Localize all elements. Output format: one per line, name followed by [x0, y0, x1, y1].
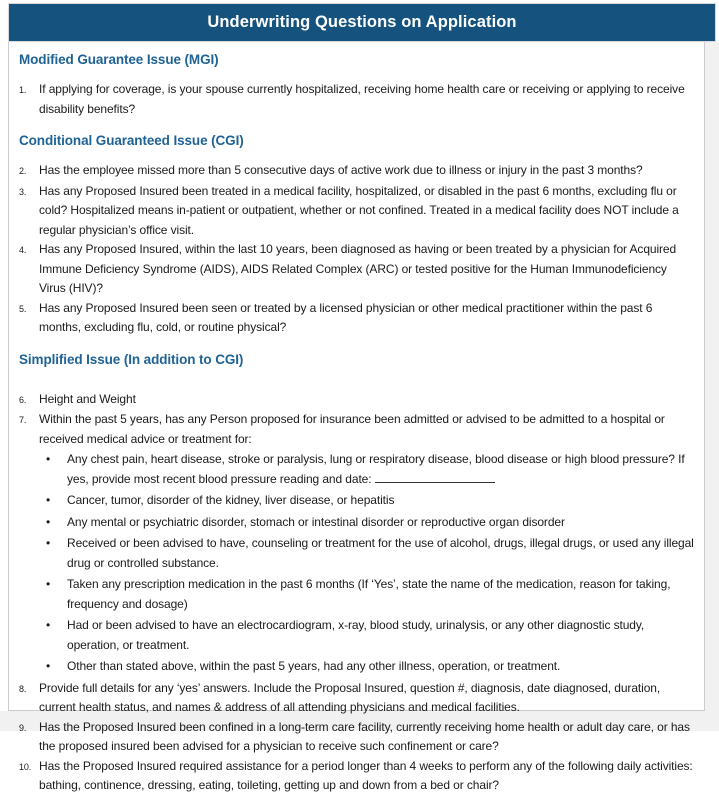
section-heading: Conditional Guaranteed Issue (CGI): [19, 133, 244, 148]
question-number: 2.: [19, 166, 27, 176]
bullet-icon: •: [46, 577, 51, 591]
title-bar: [8, 3, 716, 42]
bullet-icon: •: [46, 452, 51, 466]
question-number: 4.: [19, 245, 27, 255]
question-text: Has the employee missed more than 5 consecutive days of active work due to illness or injury in the past 3 months?: [39, 163, 643, 177]
bullet-text: Received or been advised to have, counseling or treatment for the use of alcohol, drugs, illegal drugs, or used any illegal drug or controlled substance.: [67, 536, 694, 570]
question-text: Provide full details for any ‘yes’ answers. Include the Proposal Insured, question #, diagnosis, date diagnosed, duration, current health status, and names & address of all attending physicians and medical facilities.: [39, 680, 661, 714]
question-item: [19, 410, 696, 449]
question-item: [19, 240, 696, 299]
bullet-icon: •: [46, 618, 51, 632]
question-item: [19, 757, 696, 796]
blank-line-field: [375, 471, 495, 483]
page-title: Underwriting Questions on Application: [207, 13, 517, 31]
bullet-item: [46, 575, 696, 614]
bullet-text: [67, 450, 696, 489]
question-number: 10.: [19, 761, 32, 772]
bullet-text: Cancer, tumor, disorder of the kidney, liver disease, or hepatitis: [67, 493, 395, 507]
bullet-text: Taken any prescription medication in the past 6 months (If ‘Yes’, state the name of the medication, reason for taking, frequency and dosage): [67, 577, 671, 611]
bullet-icon: •: [46, 493, 51, 507]
bullet-text-content: Any chest pain, heart disease, stroke or paralysis, lung or respiratory disease, blood disease or high blood pressure? If yes, provide most recent blood pressure reading and date:: [67, 452, 685, 486]
question-item: [19, 679, 696, 718]
question-number: 3.: [19, 186, 27, 197]
question-number: 8.: [19, 683, 27, 694]
bullet-item: [46, 491, 696, 511]
question-text: Height and Weight: [39, 391, 136, 406]
question-number: 9.: [19, 722, 27, 733]
question-item: [19, 718, 696, 757]
bullet-item: [46, 534, 696, 573]
bullet-list: [46, 450, 696, 677]
bullet-icon: •: [46, 514, 51, 529]
bullet-text: Any mental or psychiatric disorder, stomach or intestinal disorder or reproductive organ disorder: [67, 514, 565, 529]
bullet-item: [46, 657, 696, 677]
section-heading: Simplified Issue (In addition to CGI): [19, 351, 244, 367]
bullet-text: Had or been advised to have an electrocardiogram, x-ray, blood study, urinalysis, or any other diagnostic study, operation, or treatment.: [67, 618, 645, 652]
question-text: Has any Proposed Insured been seen or treated by a licensed physician or other medical practitioner within the past 6 months, excluding flu, cold, or routine physical?: [39, 300, 653, 334]
question-text: Has the Proposed Insured been confined in a long-term care facility, currently receiving home health or adult day care, or has the proposed insured been advised for a physician to receive such confinement or care?: [39, 719, 690, 753]
question-item: [19, 161, 696, 182]
question-text: Has any Proposed Insured been treated in a medical facility, hospitalized, or disabled in the past 6 months, excluding flu or cold? Hospitalized means in-patient or outpatient, whether or not confined. Treated in a medical facility does NOT include a regular physician’s office visit.: [39, 183, 679, 237]
question-number: 5.: [19, 303, 27, 314]
bullet-item: [46, 616, 696, 655]
question-text: Has any Proposed Insured, within the last 10 years, been diagnosed as having or been treated by a physician for Acquired Immune Deficiency Syndrome (AIDS), AIDS Related Complex (ARC) or tested positive for the Human Immunodeficiency Virus (HIV)?: [39, 242, 677, 295]
question-item: [19, 299, 696, 338]
content-area: [8, 42, 705, 792]
question-number: 6.: [19, 394, 27, 405]
question-number: 7.: [19, 415, 27, 425]
section-heading: Modified Guarantee Issue (MGI): [19, 52, 219, 67]
question-text: If applying for coverage, is your spouse currently hospitalized, receiving home health care or receiving or applying to receive disability benefits?: [39, 82, 685, 116]
question-text: Has the Proposed Insured required assistance for a period longer than 4 weeks to perform any of the following daily activities: bathing, continence, dressing, eating, toileting, getting up and down from a bed or chair?: [39, 758, 693, 792]
question-number: 1.: [19, 85, 27, 95]
bullet-icon: •: [46, 659, 51, 673]
bullet-text: Other than stated above, within the past 5 years, had any other illness, operation, or treatment.: [67, 659, 561, 673]
question-item: [19, 182, 696, 241]
question-item: [19, 390, 696, 411]
question-text: Within the past 5 years, has any Person proposed for insurance been admitted or advised to be admitted to a hospital or received medical advice or treatment for:: [39, 412, 665, 446]
section-cgi: [19, 133, 696, 338]
question-item: [19, 80, 696, 119]
section-simplified-issue: [19, 352, 696, 796]
bullet-item: [46, 513, 696, 533]
page-margin-right: [705, 42, 719, 731]
bullet-item: [46, 450, 696, 489]
section-mgi: [19, 52, 696, 119]
bullet-icon: •: [46, 536, 51, 550]
